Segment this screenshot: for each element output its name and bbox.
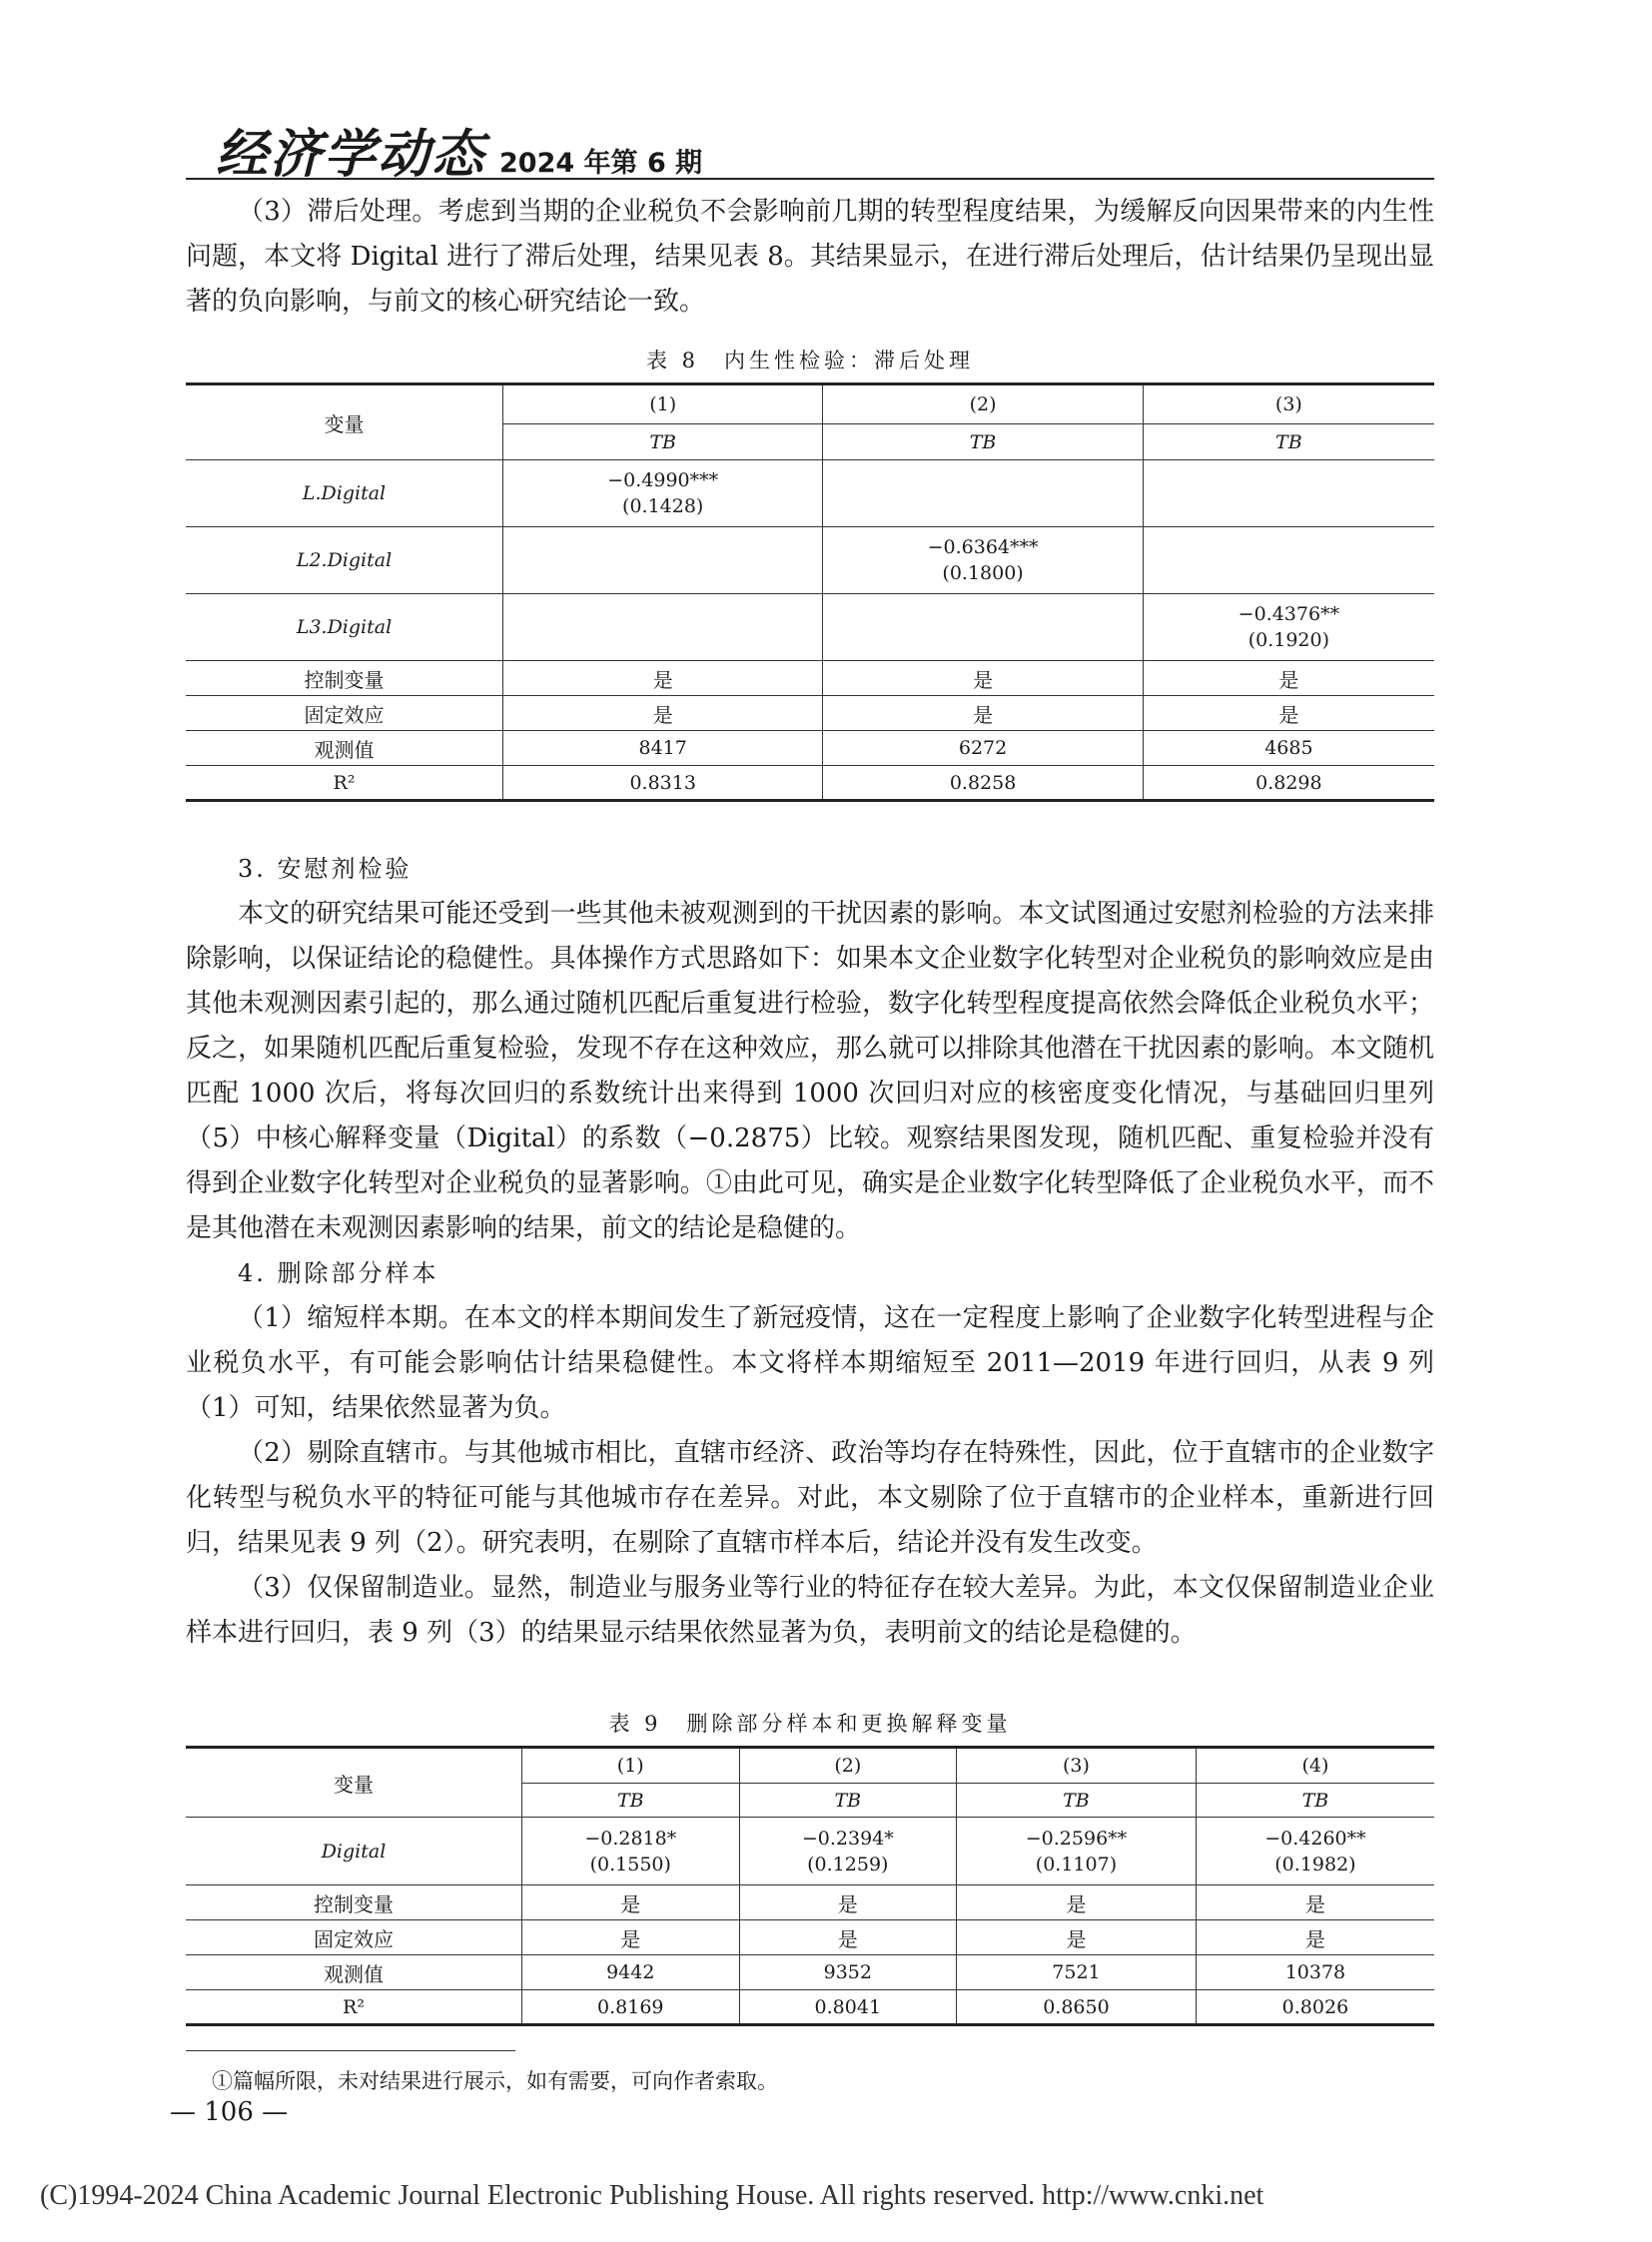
table-cell: 是 (522, 1885, 740, 1920)
table-cell: 10378 (1284, 1961, 1346, 1983)
manufacturing-only-paragraph: （3）仅保留制造业。显然，制造业与服务业等行业的特征存在较大差异。为此，本文仅保留制造业企业样本进行回归，表 9 列（3）的结果显示结果依然显著为负，表明前文的结论是稳健的。 (186, 1573, 1434, 1648)
table-cell (823, 460, 1143, 527)
table-dep-var: TB (522, 1784, 740, 1818)
table-cell: 0.8313 (503, 766, 823, 801)
table-cell (503, 594, 823, 661)
table-col-header: (4) (1301, 1755, 1329, 1777)
row-label: 控制变量 (186, 1885, 522, 1920)
table-header-var: 变量 (186, 1748, 522, 1818)
lag-treatment-paragraph: （3）滞后处理。考虑到当期的企业税负不会影响前几期的转型程度结果，为缓解反向因果带来的内生性问题，本文将 Digital 进行了滞后处理，结果见表 8。其结果显示，在进行滞后处理后，估计结果仍呈现出显著的负向影响，与前文的核心研究结论一致。 (186, 197, 1434, 317)
issue-label: 2024 年第 6 期 (499, 148, 703, 179)
table-cell (823, 594, 1143, 661)
table-row (186, 594, 1434, 661)
header-rule (186, 178, 1434, 180)
shorten-period-paragraph: （1）缩短样本期。在本文的样本期间发生了新冠疫情，这在一定程度上影响了企业数字化转型进程与企业税负水平，有可能会影响估计结果稳健性。本文将样本期缩短至 2011—2019 年进行回归，从表 9 列（1）可知，结果依然显著为负。 (186, 1303, 1434, 1423)
row-label: 控制变量 (186, 661, 503, 696)
table-cell: 0.8169 (522, 1990, 740, 2025)
table-cell: 是 (823, 696, 1143, 731)
row-label: L.Digital (186, 460, 503, 527)
table-dep-var: TB (1301, 1789, 1329, 1812)
table-cell (1143, 460, 1434, 527)
table-cell (503, 527, 823, 594)
row-label: Digital (186, 1818, 522, 1885)
table-row (186, 731, 1434, 766)
exclude-municipalities-paragraph: （2）剔除直辖市。与其他城市相比，直辖市经济、政治等均存在特殊性，因此，位于直辖市的企业数字化转型与税负水平的特征可能与其他城市存在差异。对此，本文剔除了位于直辖市的企业样本，重新进行回归，结果见表 9 列（2）。研究表明，在剔除了直辖市样本后，结论并没有发生改变。 (186, 1438, 1434, 1558)
top-section (186, 190, 1434, 325)
table-cell: 是 (1304, 1891, 1325, 1916)
table-cell: 4685 (1264, 737, 1313, 759)
table-cell: 0.8026 (1281, 1995, 1349, 2018)
table-row (186, 661, 1434, 696)
table-row (186, 1885, 1434, 1920)
table-dep-var: TB (1275, 430, 1302, 453)
table-cell: 是 (739, 1920, 957, 1955)
table-cell: 0.8650 (957, 1990, 1197, 2025)
table-dep-var: TB (957, 1784, 1197, 1818)
table-cell: 是 (1278, 702, 1299, 727)
table-cell: 是 (1304, 1926, 1325, 1951)
footnote-rule (186, 2050, 515, 2051)
table-cell: 是 (957, 1885, 1197, 1920)
table-cell: 8417 (503, 731, 823, 766)
table-cell: −0.4376** (0.1920) (1238, 603, 1340, 651)
table-cell: 0.8298 (1255, 771, 1322, 794)
table-cell: 是 (522, 1920, 740, 1955)
page-number: — 106 — (170, 2097, 289, 2127)
table-cell: 是 (1278, 667, 1299, 692)
table-cell: 是 (739, 1885, 957, 1920)
table-cell: −0.2818* (0.1550) (522, 1818, 740, 1885)
table-cell: −0.2596** (0.1107) (957, 1818, 1197, 1885)
table-col-header: (1) (522, 1748, 740, 1784)
footnote: ①篇幅所限，未对结果进行展示，如有需要，可向作者索取。 (212, 2069, 778, 2093)
table8 (186, 382, 1434, 802)
table-cell (1143, 527, 1434, 594)
table9-caption: 表 9 删除部分样本和更换解释变量 (608, 1712, 1012, 1736)
table8-caption: 表 8 内生性检验：滞后处理 (645, 349, 975, 373)
table-header-var: 变量 (186, 384, 503, 460)
table-cell: 是 (503, 661, 823, 696)
table-col-header: (2) (739, 1748, 957, 1784)
row-label: 观测值 (186, 731, 503, 766)
table-cell: 9352 (739, 1955, 957, 1990)
table-dep-var: TB (503, 424, 823, 460)
table-row (186, 1920, 1434, 1955)
table-cell: −0.4990*** (0.1428) (503, 460, 823, 527)
table-row (186, 1818, 1434, 1885)
row-label: 固定效应 (186, 1920, 522, 1955)
table-cell: 是 (503, 696, 823, 731)
table-row (186, 696, 1434, 731)
table-cell: 是 (823, 661, 1143, 696)
table-cell: 是 (957, 1920, 1197, 1955)
table-cell: 0.8041 (739, 1990, 957, 2025)
table9 (186, 1746, 1434, 2026)
section-heading: 4. 删除部分样本 (238, 1259, 439, 1287)
table-row (186, 1955, 1434, 1990)
table-cell: 7521 (957, 1955, 1197, 1990)
table-cell: −0.2394* (0.1259) (739, 1818, 957, 1885)
table-cell: 9442 (522, 1955, 740, 1990)
page-header (216, 112, 702, 187)
table-row (186, 1990, 1434, 2025)
placebo-section (186, 847, 1434, 1656)
row-label: L2.Digital (186, 527, 503, 594)
table-col-header: (3) (957, 1748, 1197, 1784)
table-row (186, 527, 1434, 594)
table-dep-var: TB (823, 424, 1143, 460)
table-col-header: (2) (823, 384, 1143, 424)
journal-name: 经济学动态 (216, 125, 486, 185)
copyright-line: (C)1994-2024 China Academic Journal Electronic Publishing House. All rights reserved. http://www.cnki.net (40, 2180, 1264, 2211)
table-col-header: (3) (1274, 393, 1302, 415)
table-cell: −0.4260** (0.1982) (1264, 1827, 1366, 1875)
table-cell: −0.6364*** (0.1800) (823, 527, 1143, 594)
table-dep-var: TB (739, 1784, 957, 1818)
table-row (186, 766, 1434, 801)
row-label: L3.Digital (186, 594, 503, 661)
row-label: 观测值 (186, 1955, 522, 1990)
section-heading: 3. 安慰剂检验 (238, 855, 413, 883)
placebo-paragraph: 本文的研究结果可能还受到一些其他未被观测到的干扰因素的影响。本文试图通过安慰剂检验的方法来排除影响，以保证结论的稳健性。具体操作方式思路如下：如果本文企业数字化转型对企业税负的影响效应是由其他未观测因素引起的，那么通过随机匹配后重复进行检验，数字化转型程度提高依然会降低企业税负水平；反之，如果随机匹配后重复检验，发现不存在这种效应，那么就可以排除其他潜在干扰因素的影响。本文随机匹配 1000 次后，将每次回归的系数统计出来得到 1000 次回归对应的核密度变化情况，与基础回归里列（5）中核心解释变量（Digital）的系数（−0.2875）比较。观察结果图发现，随机匹配、重复检验并没有得到企业数字化转型对企业税负的显著影响。①由此可见，确实是企业数字化转型降低了企业税负水平，而不是其他潜在未观测因素影响的结果，前文的结论是稳健的。 (186, 899, 1434, 1243)
row-label: R² (186, 1990, 522, 2025)
table-cell: 6272 (823, 731, 1143, 766)
table-cell: 0.8258 (823, 766, 1143, 801)
row-label: 固定效应 (186, 696, 503, 731)
row-label: R² (186, 766, 503, 801)
table-col-header: (1) (503, 384, 823, 424)
table-row (186, 460, 1434, 527)
